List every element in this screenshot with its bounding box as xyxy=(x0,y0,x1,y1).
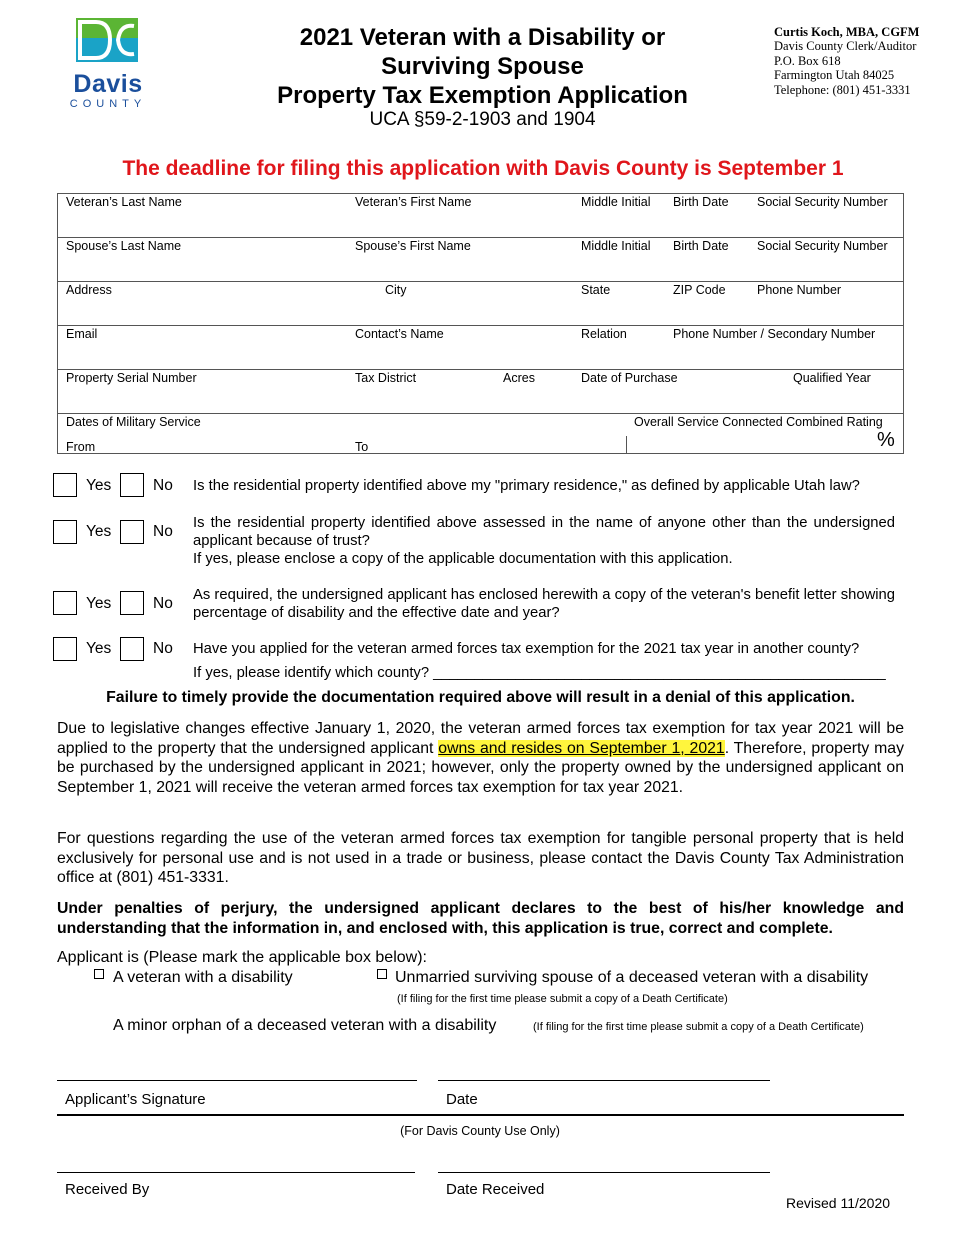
spouse-birth-date-field[interactable]: Birth Date xyxy=(673,239,729,253)
q2-no-label: No xyxy=(153,523,173,540)
clerk-city: Farmington Utah 84025 xyxy=(774,68,895,83)
clerk-po-box: P.O. Box 618 xyxy=(774,53,841,68)
q3-yes-label: Yes xyxy=(86,595,112,612)
zip-code-field[interactable]: ZIP Code xyxy=(673,283,726,297)
perjury-declaration: Under penalties of perjury, the undersigned applicant declares to the best of his/her knowledge and understanding that the information in, and enclosed with, this application is true, correct and complete. xyxy=(57,900,904,937)
spouse-last-name-field[interactable]: Spouse’s Last Name xyxy=(66,239,182,253)
title-line-3: Property Tax Exemption Application xyxy=(277,82,688,109)
veteran-disability-option: A veteran with a disability xyxy=(113,969,293,986)
questions-contact-paragraph: For questions regarding the use of the veteran armed forces tax exemption for tangible personal property that is held exclusively for personal use and is not used in a trade or business, please contact the Davis County Tax Administration office at (801) 451-3331. xyxy=(57,830,904,887)
q1-yes-checkbox[interactable] xyxy=(53,473,77,497)
clerk-address-block xyxy=(774,25,919,97)
date-label: Date xyxy=(446,1091,478,1108)
legislative-changes-paragraph xyxy=(57,719,904,797)
minor-orphan-note: (If filing for the first time please submit a copy of a Death Certificate) xyxy=(533,1021,864,1033)
q1-no-checkbox[interactable] xyxy=(120,473,144,497)
table-row xyxy=(58,194,903,238)
city-field[interactable]: City xyxy=(385,283,407,297)
q3-yes-checkbox[interactable] xyxy=(53,591,77,615)
phone-number-field[interactable]: Phone Number xyxy=(757,283,842,297)
relation-field[interactable]: Relation xyxy=(581,327,627,341)
q3-no-label: No xyxy=(153,595,173,612)
which-county-field[interactable]: If yes, please identify which county? _______________________________________________________ xyxy=(193,665,886,681)
q4-yes-checkbox[interactable] xyxy=(53,637,77,661)
surviving-spouse-checkbox[interactable] xyxy=(377,969,387,979)
signature-line[interactable] xyxy=(57,1080,417,1081)
tax-district-field[interactable]: Tax District xyxy=(355,371,417,385)
q4-no-checkbox[interactable] xyxy=(120,637,144,661)
question-trust: Is the residential property identified above assessed in the name of anyone other than the undersigned applicant because of trust? xyxy=(193,515,895,549)
statute-subtitle: UCA §59-2-1903 and 1904 xyxy=(369,109,596,130)
service-to-field[interactable]: To xyxy=(355,440,369,454)
q1-no-label: No xyxy=(153,477,173,494)
p1-text-a: Due to legislative changes effective January 1, 2020, the veteran armed forces tax exemption for tax year 2021 will be applied to the property that the undersigned applicant xyxy=(57,720,904,757)
spouse-first-name-field[interactable]: Spouse’s First Name xyxy=(355,239,471,253)
clerk-phone: Telephone: (801) 451-3331 xyxy=(774,82,911,97)
revision-date: Revised 11/2020 xyxy=(786,1195,891,1211)
title-line-2: Surviving Spouse xyxy=(381,53,584,80)
surviving-spouse-option: Unmarried surviving spouse of a deceased veteran with a disability xyxy=(395,969,869,986)
county-use-divider xyxy=(57,1114,904,1116)
q4-yes-label: Yes xyxy=(86,640,112,657)
davis-county-logo-icon xyxy=(76,18,138,62)
address-field[interactable]: Address xyxy=(66,283,112,297)
q3-no-checkbox[interactable] xyxy=(120,591,144,615)
veteran-middle-initial-field[interactable]: Middle Initial xyxy=(581,195,651,209)
acres-field[interactable]: Acres xyxy=(503,371,535,385)
spouse-ssn-field[interactable]: Social Security Number xyxy=(757,239,888,253)
date-of-purchase-field[interactable]: Date of Purchase xyxy=(581,371,678,385)
date-received-label: Date Received xyxy=(446,1181,545,1198)
date-line[interactable] xyxy=(438,1080,770,1081)
service-from-field[interactable]: From xyxy=(66,440,96,454)
q2-yes-label: Yes xyxy=(86,523,112,540)
question-other-county: Have you applied for the veteran armed forces tax exemption for the 2021 tax year in another county? xyxy=(193,641,860,657)
q4-no-label: No xyxy=(153,640,173,657)
question-benefit-letter: As required, the undersigned applicant has enclosed herewith a copy of the veteran's benefit letter showing percentage of disability and the effective date and year? xyxy=(193,587,895,621)
question-primary-residence: Is the residential property identified above my "primary residence," as defined by applicable Utah law? xyxy=(193,478,860,494)
table-row xyxy=(58,326,903,370)
date-received-line[interactable] xyxy=(438,1172,770,1173)
title-line-1: 2021 Veteran with a Disability or xyxy=(299,24,666,51)
county-use-label: (For Davis County Use Only) xyxy=(400,1124,560,1138)
combined-rating-field[interactable]: Overall Service Connected Combined Rating xyxy=(634,415,883,429)
veteran-first-name-field[interactable]: Veteran’s First Name xyxy=(355,195,472,209)
table-row xyxy=(58,414,903,454)
military-service-label: Dates of Military Service xyxy=(66,415,201,429)
q2-no-checkbox[interactable] xyxy=(120,520,144,544)
table-row xyxy=(58,370,903,414)
q2-yes-checkbox[interactable] xyxy=(53,520,77,544)
question-trust-instruction: If yes, please enclose a copy of the applicable documentation with this application. xyxy=(193,551,733,567)
rating-divider xyxy=(626,436,627,454)
logo-word: Davis xyxy=(73,70,143,98)
q1-yes-label: Yes xyxy=(86,477,112,494)
qualified-year-field[interactable]: Qualified Year xyxy=(793,371,871,385)
failure-warning: Failure to timely provide the documentation required above will result in a denial of this application. xyxy=(106,689,855,706)
surviving-spouse-note: (If filing for the first time please submit a copy of a Death Certificate) xyxy=(397,993,728,1005)
table-row xyxy=(58,282,903,326)
veteran-ssn-field[interactable]: Social Security Number xyxy=(757,195,888,209)
secondary-phone-field[interactable]: Phone Number / Secondary Number xyxy=(673,327,876,341)
logo-county: COUNTY xyxy=(69,98,147,110)
state-field[interactable]: State xyxy=(581,283,611,297)
veteran-last-name-field[interactable]: Veteran’s Last Name xyxy=(66,195,182,209)
minor-orphan-option: A minor orphan of a deceased veteran with a disability xyxy=(113,1017,497,1034)
veteran-birth-date-field[interactable]: Birth Date xyxy=(673,195,729,209)
applicant-info-table xyxy=(57,193,904,454)
percent-sign: % xyxy=(877,429,895,451)
applicant-is-label: Applicant is (Please mark the applicable box below): xyxy=(57,949,427,966)
deadline-notice: The deadline for filing this application with Davis County is September 1 xyxy=(122,157,844,180)
p1-highlight: owns and resides on September 1, 2021 xyxy=(438,739,725,757)
received-by-label: Received By xyxy=(65,1181,150,1198)
property-serial-number-field[interactable]: Property Serial Number xyxy=(66,371,197,385)
clerk-title: Davis County Clerk/Auditor xyxy=(774,39,917,54)
email-field[interactable]: Email xyxy=(66,327,98,341)
applicant-signature-label: Applicant’s Signature xyxy=(65,1091,206,1108)
spouse-middle-initial-field[interactable]: Middle Initial xyxy=(581,239,651,253)
p1-text-b: . Therefore, property may be purchased by the undersigned applicant in 2021; however, only the property owned by the undersigned applicant on September 1, 2021 will receive the veteran armed forces tax exemption for tax year 2021. xyxy=(57,739,904,796)
clerk-name: Curtis Koch, MBA, CGFM xyxy=(774,25,920,39)
contact-name-field[interactable]: Contact’s Name xyxy=(355,327,444,341)
veteran-disability-checkbox[interactable] xyxy=(94,969,104,979)
table-row xyxy=(58,238,903,282)
received-by-line[interactable] xyxy=(57,1172,415,1173)
davis-county-logo xyxy=(58,14,158,114)
